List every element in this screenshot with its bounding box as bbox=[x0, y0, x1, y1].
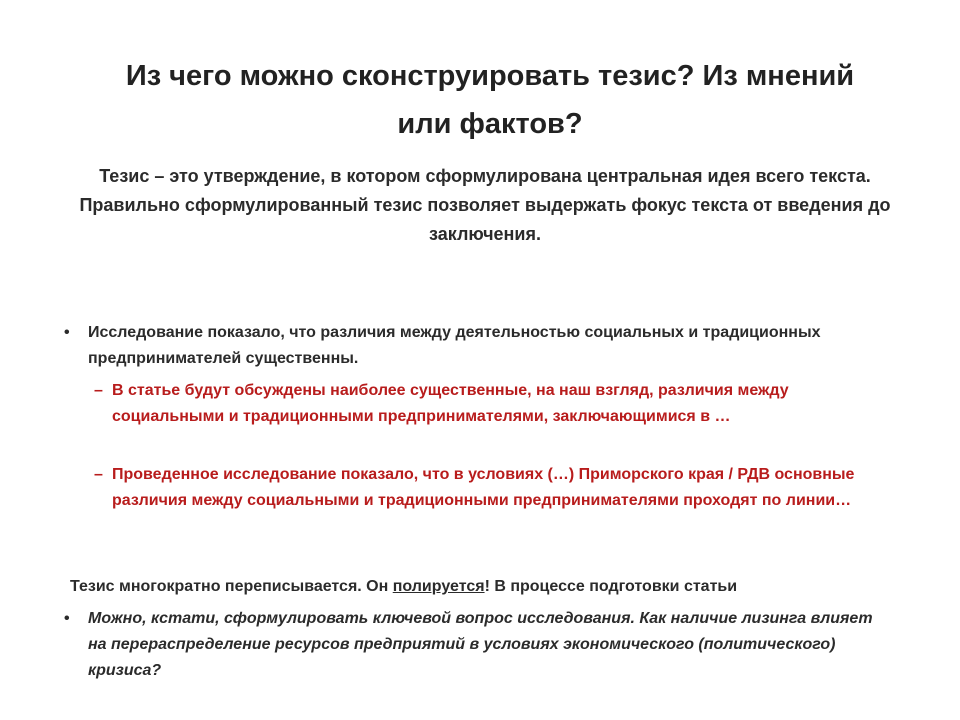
sub-item-text: В статье будут обсуждены наиболее существенные, на наш взгляд, различия между социальными и традиционными предпринимателями, заключающимися в … bbox=[112, 382, 789, 425]
question-bullet-text: Можно, кстати, сформулировать ключевой вопрос исследования. Как наличие лизинга влияет на перераспределение ресурсов предприятий в условиях экономического (политического) кризиса? bbox=[88, 610, 873, 679]
slide-title: Из чего можно сконструировать тезис? Из мнений или фактов? bbox=[125, 60, 855, 140]
sub-item-text: Проведенное исследование показало, что в условиях (…) Приморского края / РДВ основные различия между социальными и традиционными предпринимателями проходят по линии… bbox=[112, 466, 855, 509]
rewrite-note bbox=[70, 574, 910, 600]
dash-icon: – bbox=[94, 382, 103, 399]
sub-item bbox=[94, 378, 902, 430]
research-bullet-text: Исследование показало, что различия между деятельностью социальных и традиционных предпринимателей существенны. bbox=[88, 324, 821, 367]
rewrite-note-underlined: полируется bbox=[392, 578, 485, 595]
sub-item bbox=[94, 462, 912, 514]
rewrite-note-after: ! В процессе подготовки статьи bbox=[484, 578, 738, 595]
bullet-icon: • bbox=[64, 324, 70, 341]
research-bullet bbox=[64, 320, 868, 372]
question-bullet bbox=[64, 606, 888, 684]
thesis-definition: Тезис – это утверждение, в котором сформулирована центральная идея всего текста. Правильно сформулированный тезис позволяет выдержать фокус текста от введения до заключения. bbox=[79, 166, 891, 244]
rewrite-note-before: Тезис многократно переписывается. Он bbox=[70, 578, 393, 595]
bullet-icon: • bbox=[64, 610, 70, 627]
dash-icon: – bbox=[94, 466, 103, 483]
